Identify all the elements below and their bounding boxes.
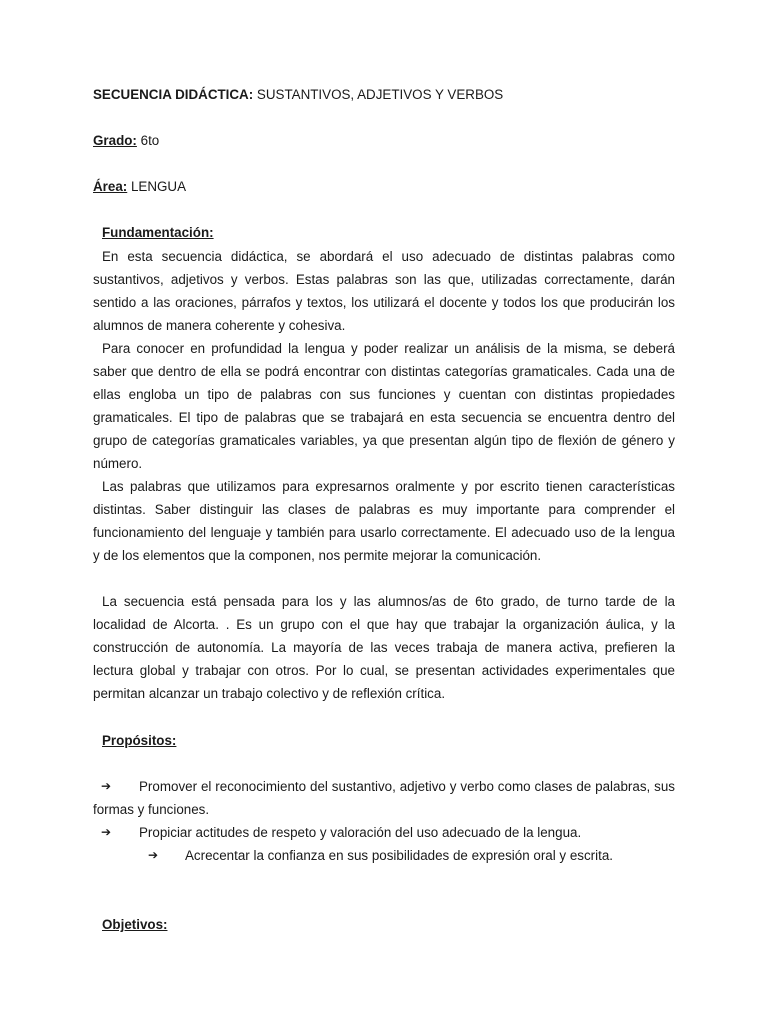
objetivos-heading: Objetivos: <box>102 917 168 932</box>
arrow-right-icon: ➔ <box>101 825 112 839</box>
document-title-line <box>93 87 503 103</box>
fundamentacion-paragraph-4: La secuencia está pensada para los y las alumnos/as de 6to grado, de turno tarde de la localidad de Alcorta. . Es un grupo con el que hay que trabajar la organización áulica, y la construcción de autonomía. La mayoría de las veces trabaja de manera activa, prefieren la lectura global y trabajar con otros. Por lo cual, se presentan actividades experimentales que permitan alcanzar un trabajo colectivo y de reflexión crítica. <box>93 594 675 701</box>
proposito-item-1-text: Promover el reconocimiento del sustantivo, adjetivo y verbo como clases de palabras, sus formas y funciones. <box>93 779 675 817</box>
propositos-heading: Propósitos: <box>102 733 177 748</box>
fundamentacion-heading: Fundamentación: <box>102 225 214 240</box>
fundamentacion-paragraph-2: Para conocer en profundidad la lengua y poder realizar un análisis de la misma, se deberá saber que dentro de ella se podrá encontrar con distintas categorías gramaticales. Cada una de ellas engloba un tipo de palabras con sus funciones y cuentan con distintas propiedades gramaticales. El tipo de palabras que se trabajará en esta secuencia se encuentra dentro del grupo de categorías gramaticales variables, ya que presentan algún tipo de flexión de género y número. <box>93 341 675 471</box>
fundamentacion-paragraph-3: Las palabras que utilizamos para expresarnos oralmente y por escrito tienen características distintas. Saber distinguir las clases de palabras es muy importante para comprender el funcionamiento del lenguaje y también para usarlo correctamente. El adecuado uso de la lengua y de los elementos que la componen, nos permite mejorar la comunicación. <box>93 479 675 563</box>
document-title-label: SECUENCIA DIDÁCTICA: <box>93 87 254 102</box>
proposito-item-text: Acrecentar la confianza en sus posibilidades de expresión oral y escrita. <box>185 848 613 863</box>
arrow-right-icon: ➔ <box>101 779 112 793</box>
area-line <box>93 179 186 195</box>
document-page <box>93 0 675 1024</box>
fundamentacion-paragraph-1: En esta secuencia didáctica, se abordará el uso adecuado de distintas palabras como sustantivos, adjetivos y verbos. Estas palabras son las que, utilizadas correctamente, darán sentido a las oraciones, párrafos y textos, los utilizará el docente y todos los que producirán los alumnos de manera coherente y cohesiva. <box>93 249 675 333</box>
arrow-right-icon: ➔ <box>148 848 159 862</box>
proposito-item-text: Propiciar actitudes de respeto y valoración del uso adecuado de la lengua. <box>139 825 582 840</box>
document-title-value: SUSTANTIVOS, ADJETIVOS Y VERBOS <box>253 87 504 102</box>
area-value: LENGUA <box>127 179 187 194</box>
area-label: Área: <box>93 179 128 194</box>
grade-label: Grado: <box>93 133 137 148</box>
grade-value: 6to <box>136 133 160 148</box>
grade-line <box>93 133 159 149</box>
